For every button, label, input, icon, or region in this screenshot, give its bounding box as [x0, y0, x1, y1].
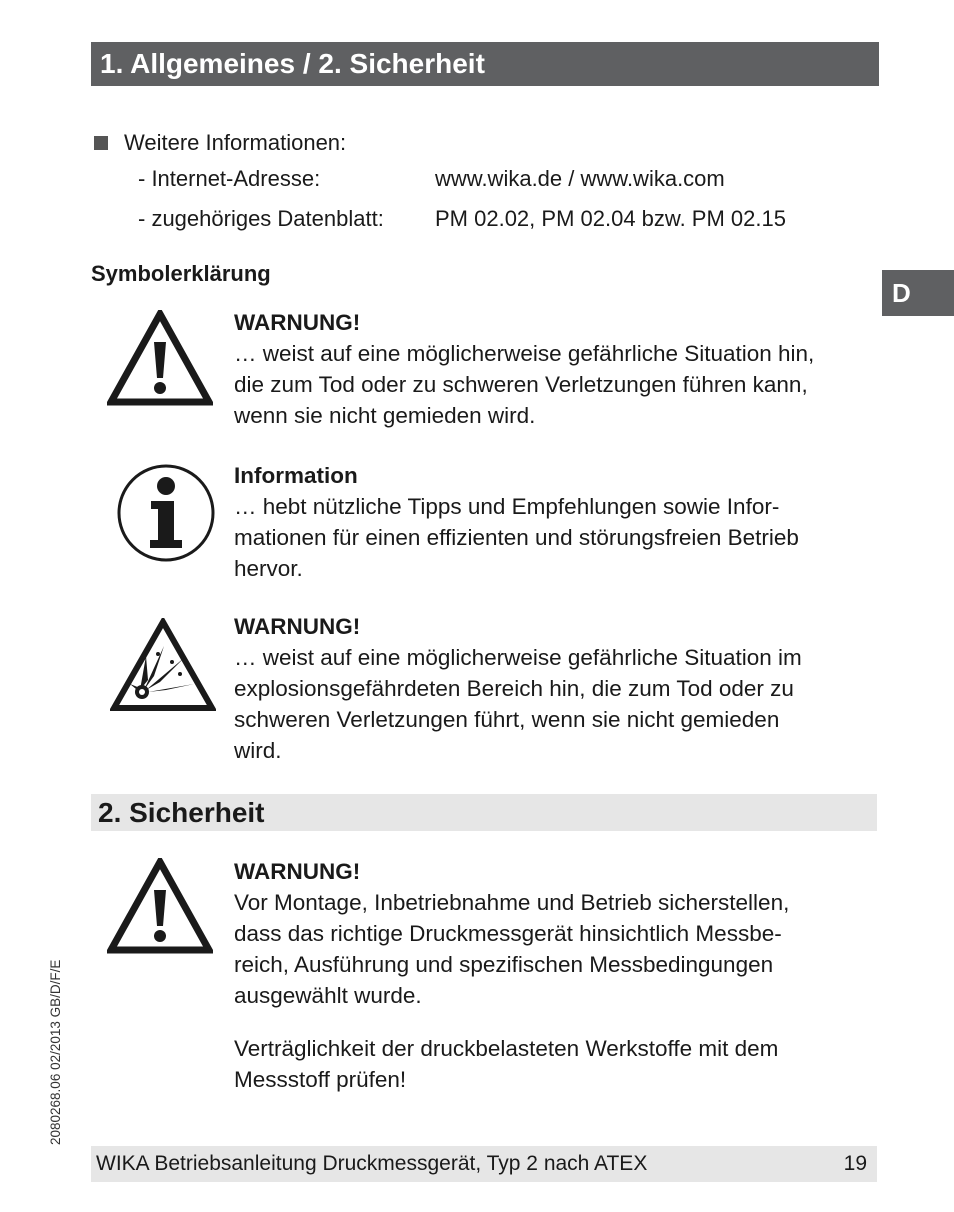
note-text-line: Messstoff prüfen! — [234, 1067, 407, 1092]
warning-text-line: ausgewählt wurde. — [234, 983, 422, 1008]
symbol-title: Information — [234, 463, 358, 488]
info-row-label: - Internet-Adresse: — [138, 166, 321, 191]
warning-text-line: Vor Montage, Inbetriebnahme und Betrieb sicherstellen, — [234, 890, 790, 915]
symbol-text-line: … hebt nützliche Tipps und Empfehlungen sowie Infor- — [234, 494, 780, 519]
symbol-text-line: die zum Tod oder zu schweren Verletzungen führen kann, — [234, 372, 808, 397]
info-row-label: - zugehöriges Datenblatt: — [138, 206, 384, 231]
bullet-square-icon — [94, 136, 108, 150]
warning-text-line: dass das richtige Druckmessgerät hinsichtlich Messbe- — [234, 921, 782, 946]
symbol-item — [234, 307, 884, 431]
symbol-text-line: explosionsgefährdeten Bereich hin, die zum Tod oder zu — [234, 676, 794, 701]
warning-text-line: reich, Ausführung und spezifischen Messbedingungen — [234, 952, 774, 977]
info-row-value: PM 02.02, PM 02.04 bzw. PM 02.15 — [435, 206, 786, 231]
symbol-text-line: … weist auf eine möglicherweise gefährliche Situation hin, — [234, 341, 815, 366]
information-icon — [116, 462, 216, 564]
warning-triangle-icon — [107, 310, 213, 406]
footer-title: WIKA Betriebsanleitung Druckmessgerät, Typ 2 nach ATEX — [96, 1152, 648, 1175]
document-code: 2080268.06 02/2013 GB/D/F/E — [48, 959, 63, 1145]
page-header-title: 1. Allgemeines / 2. Sicherheit — [91, 42, 879, 86]
symbol-text-line: mationen für einen effizienten und störungsfreien Betrieb — [234, 525, 799, 550]
explosion-warning-icon — [110, 618, 216, 712]
info-row-value: www.wika.de / www.wika.com — [435, 166, 725, 191]
safety-note — [234, 1033, 884, 1095]
symbol-text-line: … weist auf eine möglicherweise gefährliche Situation im — [234, 645, 802, 670]
symbol-text-line: wird. — [234, 738, 282, 763]
symbol-item — [234, 460, 884, 584]
symbol-title: WARNUNG! — [234, 310, 361, 335]
symbol-title: WARNUNG! — [234, 614, 361, 639]
symbols-heading: Symbolerklärung — [91, 261, 271, 286]
safety-warning — [234, 856, 884, 1011]
warning-title: WARNUNG! — [234, 859, 361, 884]
symbol-text-line: schweren Verletzungen führt, wenn sie nicht gemieden — [234, 707, 780, 732]
symbol-item — [234, 611, 884, 766]
page-number: 19 — [843, 1152, 867, 1175]
symbol-text-line: hervor. — [234, 556, 303, 581]
symbol-text-line: wenn sie nicht gemieden wird. — [234, 403, 536, 428]
page-footer — [91, 1146, 877, 1182]
section-heading: 2. Sicherheit — [91, 794, 877, 831]
warning-triangle-icon — [107, 858, 213, 954]
info-bullet-label: Weitere Informationen: — [124, 130, 347, 155]
language-tab: D — [882, 270, 954, 316]
note-text-line: Verträglichkeit der druckbelasteten Werkstoffe mit dem — [234, 1036, 779, 1061]
